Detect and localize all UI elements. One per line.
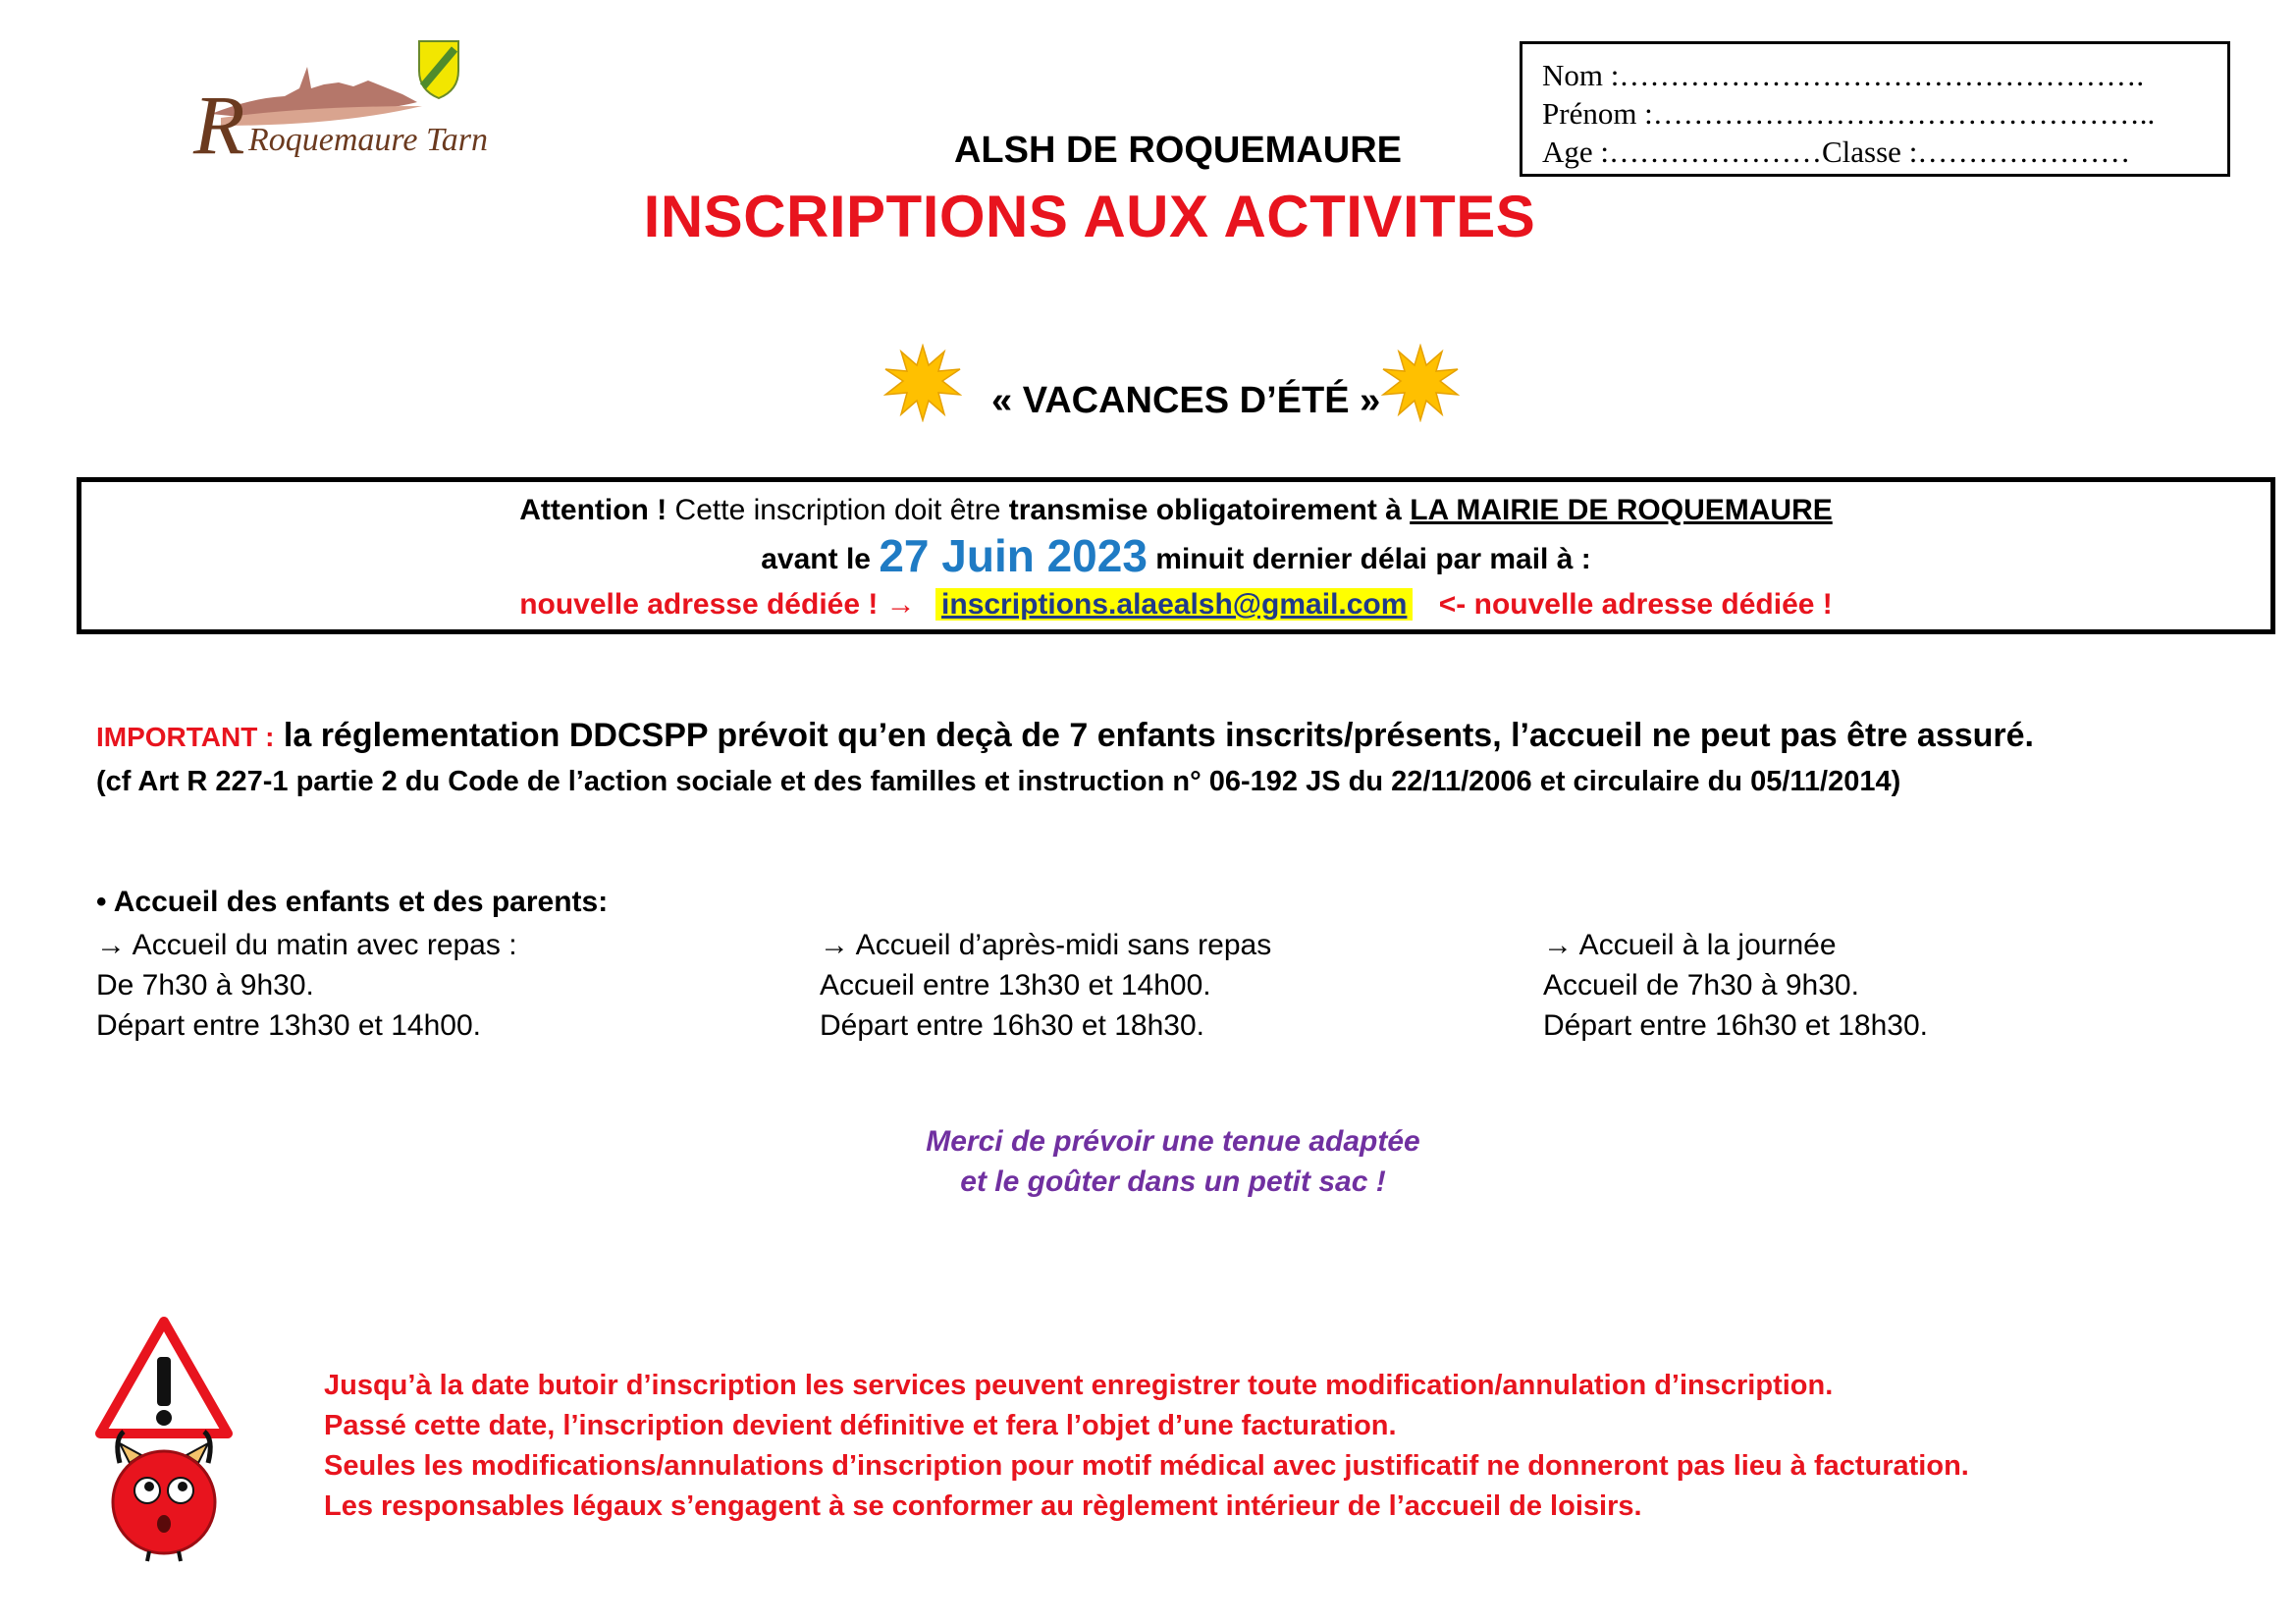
accueil-line: Départ entre 16h30 et 18h30. [1543,1009,1928,1042]
accueil-title: → Accueil à la journée [1543,929,1837,961]
reminder-line: et le goûter dans un petit sac ! [960,1165,1386,1198]
period-label: « VACANCES D’ÉTÉ » [991,380,1381,421]
accueil-title: → Accueil du matin avec repas : [96,929,517,961]
attention-line-2 [81,529,2270,582]
sun-icon [1381,344,1460,422]
reminder-line: Merci de prévoir une tenue adaptée [926,1125,1420,1158]
warning-line: Jusqu’à la date butoir d’inscription les services peuvent enregistrer toute modification/annulation d’inscription. [324,1370,1834,1401]
accueil-line: Accueil de 7h30 à 9h30. [1543,969,1859,1001]
attention-label: Attention ! [519,494,667,526]
billing-warnings [324,1366,1969,1527]
warning-mascot-icon [90,1316,238,1563]
age-classe-field[interactable]: Age :…………………Classe :………………… [1542,135,2131,169]
attention-text-bold: transmise obligatoirement à [1008,494,1411,526]
reminder-note [0,1121,2296,1202]
logo-text: Roquemaure Tarn [248,122,488,158]
warning-line: Seules les modifications/annulations d’inscription pour motif médical avec justificatif ne donneront pas lieu à facturation. [324,1450,1969,1482]
mairie-name: LA MAIRIE DE ROQUEMAURE [1410,494,1833,526]
sun-icon [883,344,962,422]
important-label: IMPORTANT : [96,722,275,752]
new-address-note-right: <- nouvelle adresse dédiée ! [1438,588,1833,621]
accueil-column-morning [96,925,517,1046]
page-title: INSCRIPTIONS AUX ACTIVITES [643,184,1536,249]
page-subtitle: ALSH DE ROQUEMAURE [953,130,1403,171]
accueil-line: Accueil entre 13h30 et 14h00. [820,969,1211,1001]
avant-label: avant le [761,543,880,575]
email-link[interactable]: inscriptions.alaealsh@gmail.com [935,588,1413,621]
attention-line-1 [81,494,2270,527]
accueil-column-day [1543,925,1928,1046]
prenom-field[interactable]: Prénom :………………………………………….. [1542,96,2156,131]
new-address-note-left: nouvelle adresse dédiée ! → [519,588,916,621]
deadline-suffix: minuit dernier délai par mail à : [1147,543,1591,575]
svg-text:R: R [193,78,245,170]
accueil-heading: • Accueil des enfants et des parents: [96,886,609,918]
warning-line: Passé cette date, l’inscription devient définitive et fera l’objet d’une facturation. [324,1410,1397,1441]
accueil-title: → Accueil d’après-midi sans repas [820,929,1272,961]
accueil-line: Départ entre 13h30 et 14h00. [96,1009,481,1042]
accueil-line: Départ entre 16h30 et 18h30. [820,1009,1204,1042]
accueil-column-afternoon [820,925,1271,1046]
nom-field[interactable]: Nom :……………………………………………. [1542,58,2145,92]
attention-box [77,477,2275,634]
deadline-date: 27 Juin 2023 [879,530,1148,581]
accueil-line: De 7h30 à 9h30. [96,969,314,1001]
important-text: la réglementation DDCSPP prévoit qu’en deçà de 7 enfants inscrits/présents, l’accueil ne peut pas être assuré. [274,717,2034,754]
legal-reference: (cf Art R 227-1 partie 2 du Code de l’action sociale et des familles et instruction n° 06-192 JS du 22/11/2006 et circulaire du 05/11/2014) [96,766,1901,797]
important-note [96,717,2034,755]
attention-text: Cette inscription doit être [667,494,1009,526]
warning-line: Les responsables légaux s’engagent à se conformer au règlement intérieur de l’accueil de loisirs. [324,1490,1642,1522]
attention-line-3 [81,588,2270,622]
